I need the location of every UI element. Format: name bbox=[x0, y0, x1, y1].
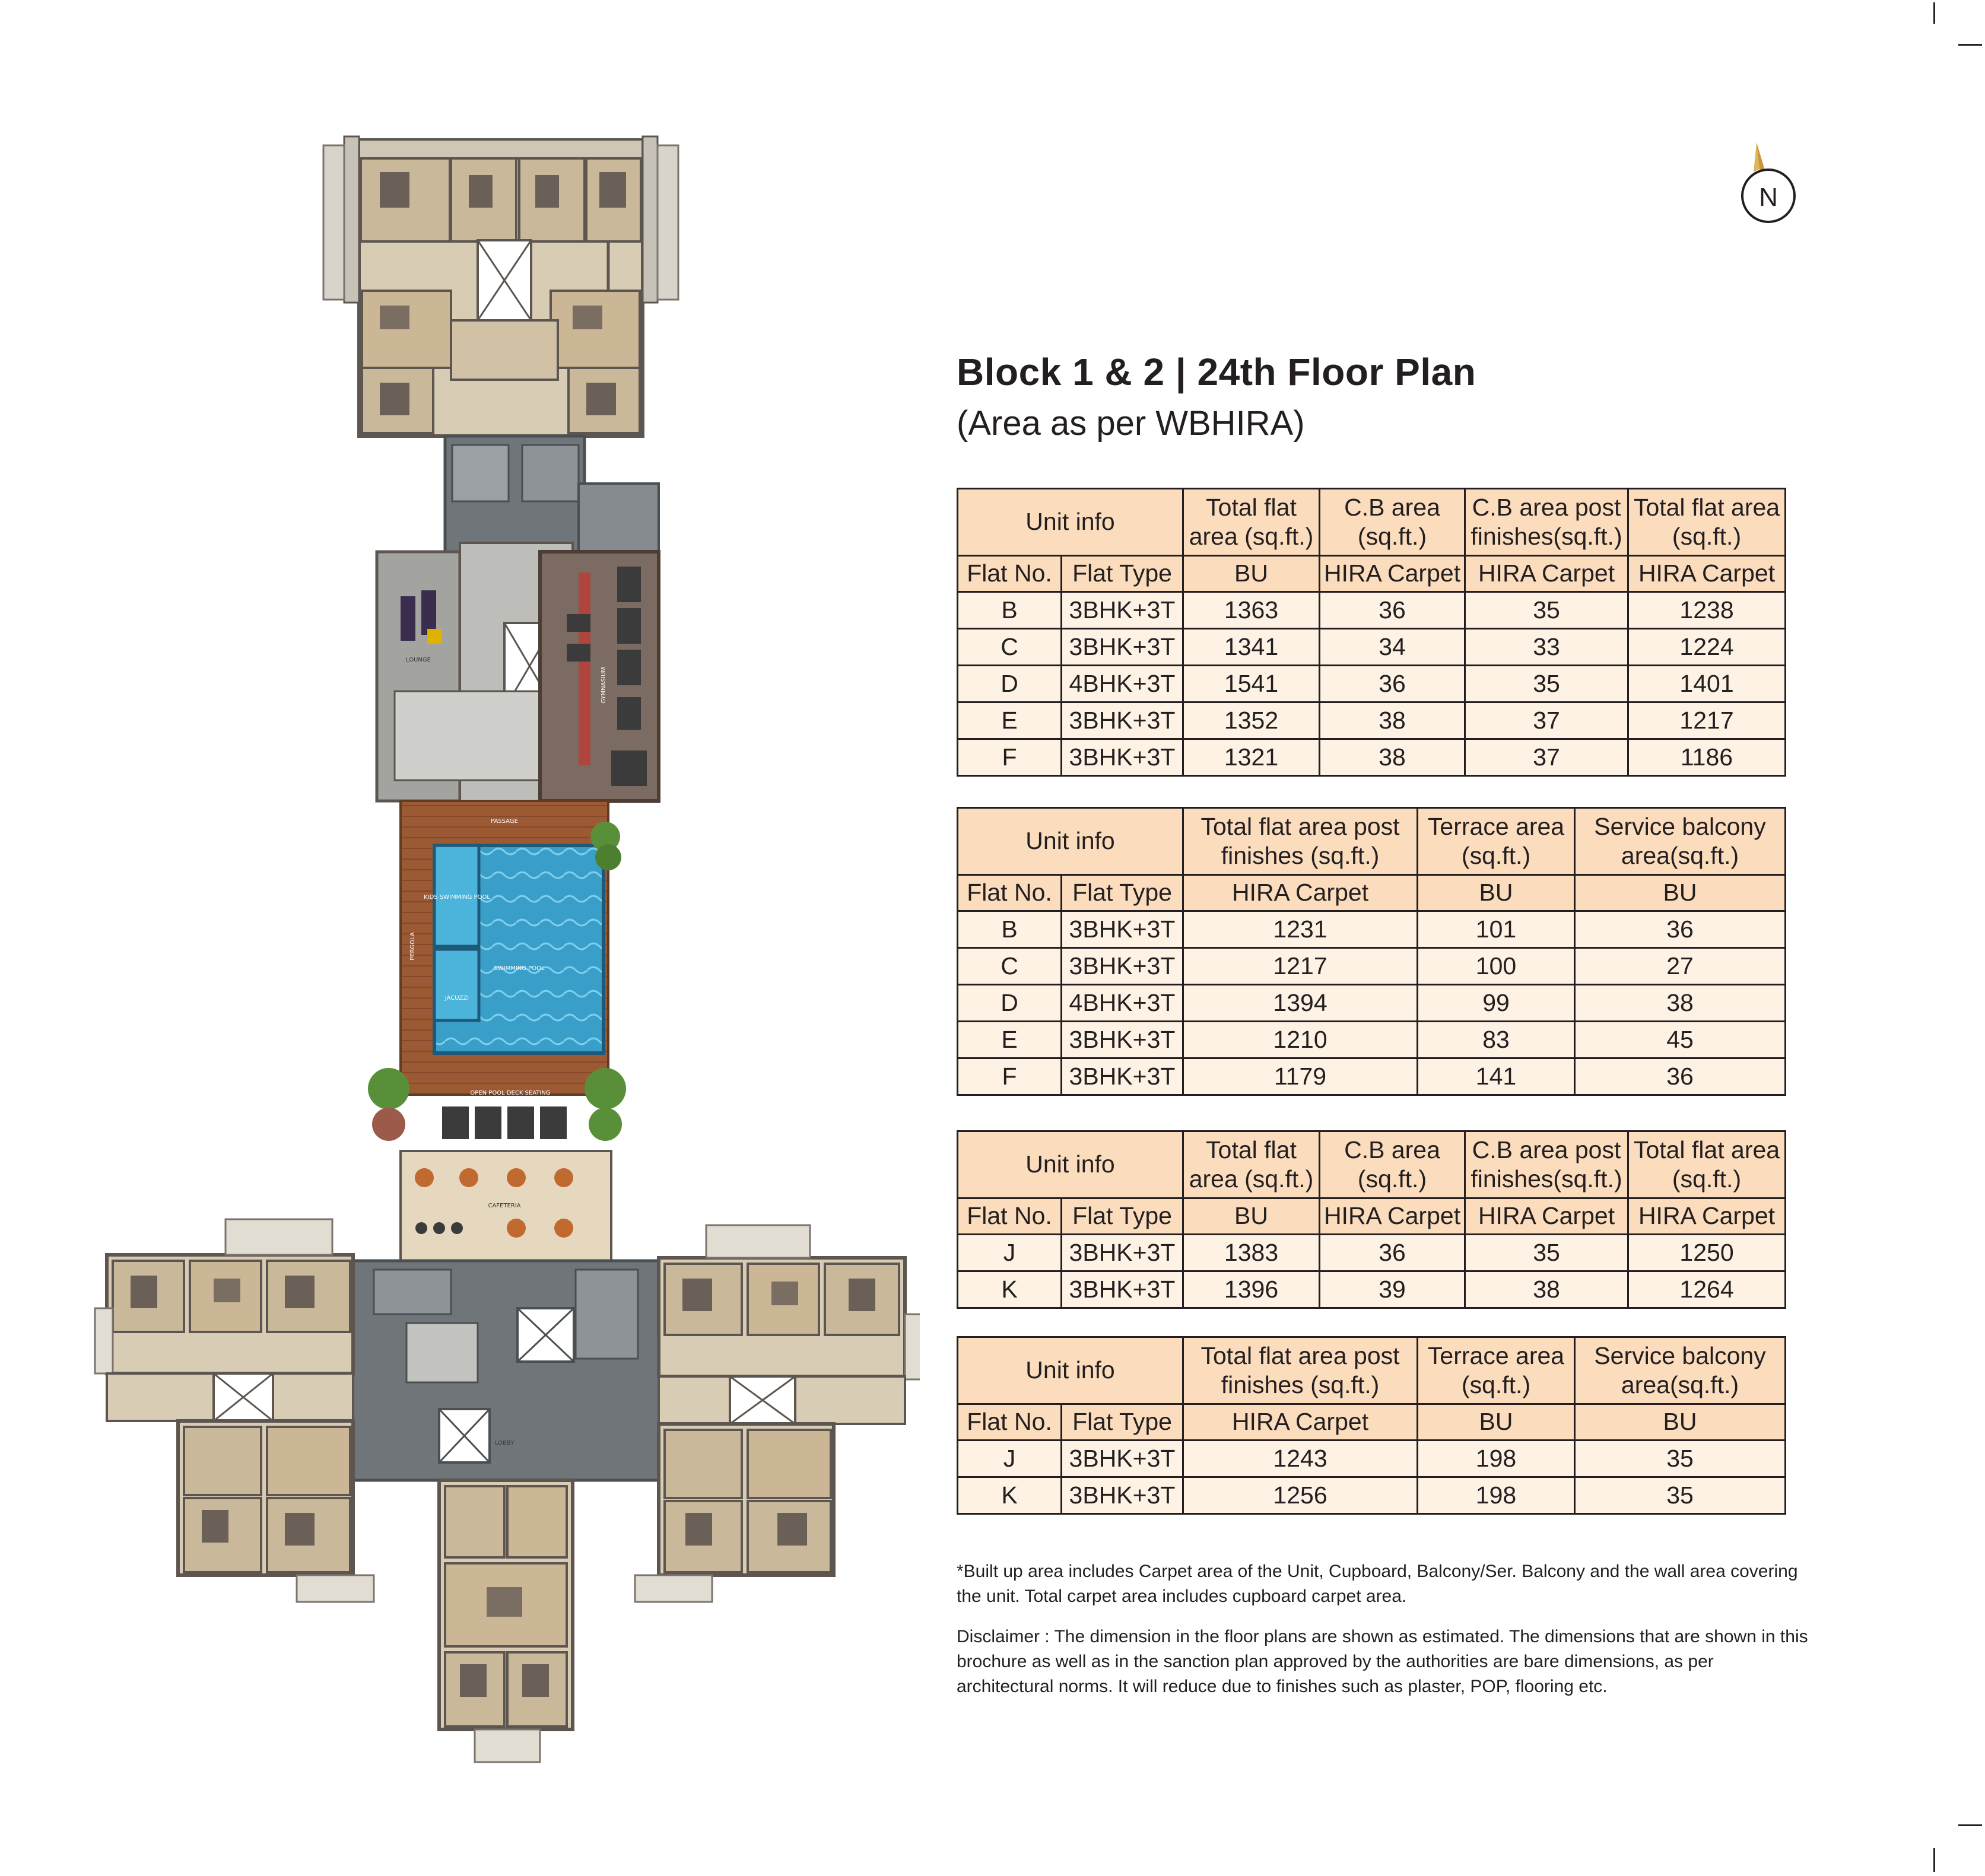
column-subheader: Flat No. bbox=[958, 1404, 1062, 1441]
column-header: C.B area (sq.ft.) bbox=[1320, 489, 1465, 556]
flat-no-cell: C bbox=[958, 629, 1062, 666]
floor-plan-illustration bbox=[89, 128, 920, 1777]
column-header: C.B area (sq.ft.) bbox=[1320, 1131, 1465, 1198]
flat-no-cell: K bbox=[958, 1477, 1062, 1514]
value-cell: 36 bbox=[1575, 1058, 1786, 1095]
top-apartment-wing bbox=[323, 136, 678, 436]
value-cell: 141 bbox=[1418, 1058, 1575, 1095]
value-cell: 37 bbox=[1465, 739, 1628, 776]
unit-info-header: Unit info bbox=[958, 808, 1183, 875]
flat-type-cell: 3BHK+3T bbox=[1062, 948, 1183, 985]
column-subheader: HIRA Carpet bbox=[1183, 1404, 1418, 1441]
flat-no-cell: D bbox=[958, 666, 1062, 702]
column-subheader: BU bbox=[1418, 875, 1575, 911]
column-header: C.B area post finishes(sq.ft.) bbox=[1465, 489, 1628, 556]
value-cell: 83 bbox=[1418, 1022, 1575, 1058]
jacuzzi-label: JACUZZI bbox=[444, 995, 469, 1001]
bottom-apartment-wing bbox=[439, 1480, 573, 1762]
column-header: Total flat area (sq.ft.) bbox=[1628, 1131, 1786, 1198]
value-cell: 36 bbox=[1320, 1235, 1465, 1271]
area-table-3 bbox=[957, 1130, 1786, 1309]
column-header: Terrace area (sq.ft.) bbox=[1418, 808, 1575, 875]
column-subheader: Flat No. bbox=[958, 556, 1062, 592]
left-apartment-wing bbox=[95, 1219, 374, 1602]
column-subheader: HIRA Carpet bbox=[1183, 875, 1418, 911]
table-row bbox=[958, 592, 1786, 629]
disclaimer-note: Disclaimer : The dimension in the floor plans are shown as estimated. The dimensions that are shown in this brochure as well as in the sanction plan approved by the authorities are bare dimensions, as per architectural norms. It will reduce due to finishes such as plaster, POP, flooring etc. bbox=[957, 1627, 1808, 1696]
table-row bbox=[958, 985, 1786, 1022]
table-row bbox=[958, 702, 1786, 739]
value-cell: 33 bbox=[1465, 629, 1628, 666]
column-header: Total flat area (sq.ft.) bbox=[1183, 1131, 1320, 1198]
column-subheader: BU bbox=[1575, 875, 1786, 911]
column-subheader: BU bbox=[1183, 556, 1320, 592]
table-row bbox=[958, 1022, 1786, 1058]
column-header: Service balcony area(sq.ft.) bbox=[1575, 808, 1786, 875]
area-table-2 bbox=[957, 807, 1786, 1096]
column-subheader: HIRA Carpet bbox=[1465, 1198, 1628, 1235]
flat-type-cell: 3BHK+3T bbox=[1062, 1477, 1183, 1514]
value-cell: 1396 bbox=[1183, 1271, 1320, 1308]
flat-type-cell: 3BHK+3T bbox=[1062, 1441, 1183, 1477]
flat-type-cell: 3BHK+3T bbox=[1062, 911, 1183, 948]
table-row bbox=[958, 948, 1786, 985]
value-cell: 1217 bbox=[1628, 702, 1786, 739]
pergola-label: PERGOLA bbox=[409, 932, 416, 961]
value-cell: 1321 bbox=[1183, 739, 1320, 776]
value-cell: 198 bbox=[1418, 1441, 1575, 1477]
built-up-area-note: *Built up area includes Carpet area of the Unit, Cupboard, Balcony/Ser. Balcony and the wall area covering the unit. Total carpet area includes cupboard carpet area. bbox=[957, 1562, 1798, 1606]
value-cell: 36 bbox=[1320, 666, 1465, 702]
crop-mark bbox=[1958, 1824, 1982, 1826]
column-header: Total flat area (sq.ft.) bbox=[1628, 489, 1786, 556]
unit-info-header: Unit info bbox=[958, 489, 1183, 556]
crop-mark bbox=[1958, 44, 1982, 46]
table-row bbox=[958, 1441, 1786, 1477]
value-cell: 34 bbox=[1320, 629, 1465, 666]
flat-type-cell: 4BHK+3T bbox=[1062, 985, 1183, 1022]
lobby-label: LOBBY bbox=[494, 1440, 514, 1446]
column-header: Total flat area post finishes (sq.ft.) bbox=[1183, 808, 1418, 875]
value-cell: 1217 bbox=[1183, 948, 1418, 985]
table-row bbox=[958, 739, 1786, 776]
flat-type-cell: 3BHK+3T bbox=[1062, 1058, 1183, 1095]
flat-no-cell: C bbox=[958, 948, 1062, 985]
north-label: N bbox=[1759, 183, 1778, 212]
value-cell: 45 bbox=[1575, 1022, 1786, 1058]
value-cell: 1264 bbox=[1628, 1271, 1786, 1308]
area-table-4 bbox=[957, 1336, 1786, 1515]
value-cell: 39 bbox=[1320, 1271, 1465, 1308]
value-cell: 101 bbox=[1418, 911, 1575, 948]
table-row bbox=[958, 1235, 1786, 1271]
flat-type-cell: 3BHK+3T bbox=[1062, 702, 1183, 739]
value-cell: 38 bbox=[1320, 739, 1465, 776]
kids-pool-label: KIDS SWIMMING POOL bbox=[424, 894, 490, 901]
value-cell: 100 bbox=[1418, 948, 1575, 985]
table-row bbox=[958, 629, 1786, 666]
column-subheader: Flat Type bbox=[1062, 875, 1183, 911]
value-cell: 37 bbox=[1465, 702, 1628, 739]
central-core bbox=[350, 1261, 662, 1480]
page-title: Block 1 & 2 | 24th Floor Plan bbox=[957, 351, 1476, 393]
value-cell: 27 bbox=[1575, 948, 1786, 985]
flat-no-cell: E bbox=[958, 702, 1062, 739]
flat-no-cell: J bbox=[958, 1441, 1062, 1477]
value-cell: 1383 bbox=[1183, 1235, 1320, 1271]
unit-info-header: Unit info bbox=[958, 1337, 1183, 1404]
value-cell: 36 bbox=[1320, 592, 1465, 629]
column-header: Terrace area (sq.ft.) bbox=[1418, 1337, 1575, 1404]
column-subheader: Flat No. bbox=[958, 875, 1062, 911]
column-subheader: BU bbox=[1418, 1404, 1575, 1441]
flat-no-cell: F bbox=[958, 739, 1062, 776]
value-cell: 1541 bbox=[1183, 666, 1320, 702]
flat-type-cell: 3BHK+3T bbox=[1062, 1271, 1183, 1308]
column-header: Total flat area (sq.ft.) bbox=[1183, 489, 1320, 556]
value-cell: 38 bbox=[1320, 702, 1465, 739]
flat-no-cell: K bbox=[958, 1271, 1062, 1308]
crop-mark bbox=[1933, 2, 1935, 24]
flat-type-cell: 3BHK+3T bbox=[1062, 629, 1183, 666]
value-cell: 1401 bbox=[1628, 666, 1786, 702]
column-subheader: Flat No. bbox=[958, 1198, 1062, 1235]
gymnasium bbox=[540, 552, 659, 801]
flat-no-cell: B bbox=[958, 911, 1062, 948]
column-subheader: Flat Type bbox=[1062, 1404, 1183, 1441]
value-cell: 1363 bbox=[1183, 592, 1320, 629]
value-cell: 35 bbox=[1465, 592, 1628, 629]
area-table-1 bbox=[957, 488, 1786, 777]
value-cell: 38 bbox=[1465, 1271, 1628, 1308]
gym-label: GYMNASIUM bbox=[601, 667, 607, 704]
value-cell: 1238 bbox=[1628, 592, 1786, 629]
flat-type-cell: 3BHK+3T bbox=[1062, 1022, 1183, 1058]
deck-label: OPEN POOL DECK SEATING bbox=[470, 1090, 551, 1096]
passage-label: PASSAGE bbox=[491, 818, 518, 825]
value-cell: 1352 bbox=[1183, 702, 1320, 739]
column-subheader: Flat Type bbox=[1062, 1198, 1183, 1235]
flat-type-cell: 3BHK+3T bbox=[1062, 739, 1183, 776]
value-cell: 99 bbox=[1418, 985, 1575, 1022]
column-header: Total flat area post finishes (sq.ft.) bbox=[1183, 1337, 1418, 1404]
value-cell: 1243 bbox=[1183, 1441, 1418, 1477]
flat-no-cell: F bbox=[958, 1058, 1062, 1095]
value-cell: 1341 bbox=[1183, 629, 1320, 666]
swimming-pool-label: SWIMMING POOL bbox=[494, 965, 545, 972]
value-cell: 1256 bbox=[1183, 1477, 1418, 1514]
right-apartment-wing bbox=[635, 1225, 920, 1602]
column-subheader: BU bbox=[1575, 1404, 1786, 1441]
value-cell: 38 bbox=[1575, 985, 1786, 1022]
column-subheader: Flat Type bbox=[1062, 556, 1183, 592]
column-subheader: HIRA Carpet bbox=[1320, 1198, 1465, 1235]
flat-no-cell: D bbox=[958, 985, 1062, 1022]
page-subtitle: (Area as per WBHIRA) bbox=[957, 404, 1305, 443]
value-cell: 1186 bbox=[1628, 739, 1786, 776]
table-row bbox=[958, 666, 1786, 702]
value-cell: 35 bbox=[1575, 1441, 1786, 1477]
column-subheader: HIRA Carpet bbox=[1628, 1198, 1786, 1235]
value-cell: 198 bbox=[1418, 1477, 1575, 1514]
value-cell: 35 bbox=[1465, 1235, 1628, 1271]
table-row bbox=[958, 1477, 1786, 1514]
column-header: Service balcony area(sq.ft.) bbox=[1575, 1337, 1786, 1404]
column-subheader: HIRA Carpet bbox=[1628, 556, 1786, 592]
lounge-label: LOUNGE bbox=[406, 657, 431, 663]
flat-no-cell: B bbox=[958, 592, 1062, 629]
flat-no-cell: E bbox=[958, 1022, 1062, 1058]
value-cell: 35 bbox=[1575, 1477, 1786, 1514]
table-row bbox=[958, 1058, 1786, 1095]
flat-type-cell: 3BHK+3T bbox=[1062, 1235, 1183, 1271]
column-subheader: BU bbox=[1183, 1198, 1320, 1235]
value-cell: 1179 bbox=[1183, 1058, 1418, 1095]
flat-type-cell: 4BHK+3T bbox=[1062, 666, 1183, 702]
value-cell: 36 bbox=[1575, 911, 1786, 948]
value-cell: 1210 bbox=[1183, 1022, 1418, 1058]
north-compass-icon bbox=[1733, 136, 1810, 225]
cafeteria-label: CAFETERIA bbox=[488, 1203, 521, 1209]
table-row bbox=[958, 1271, 1786, 1308]
value-cell: 35 bbox=[1465, 666, 1628, 702]
value-cell: 1394 bbox=[1183, 985, 1418, 1022]
table-row bbox=[958, 911, 1786, 948]
flat-no-cell: J bbox=[958, 1235, 1062, 1271]
column-subheader: HIRA Carpet bbox=[1320, 556, 1465, 592]
unit-info-header: Unit info bbox=[958, 1131, 1183, 1198]
crop-mark bbox=[1933, 1848, 1935, 1872]
value-cell: 1250 bbox=[1628, 1235, 1786, 1271]
value-cell: 1231 bbox=[1183, 911, 1418, 948]
column-header: C.B area post finishes(sq.ft.) bbox=[1465, 1131, 1628, 1198]
flat-type-cell: 3BHK+3T bbox=[1062, 592, 1183, 629]
column-subheader: HIRA Carpet bbox=[1465, 556, 1628, 592]
value-cell: 1224 bbox=[1628, 629, 1786, 666]
